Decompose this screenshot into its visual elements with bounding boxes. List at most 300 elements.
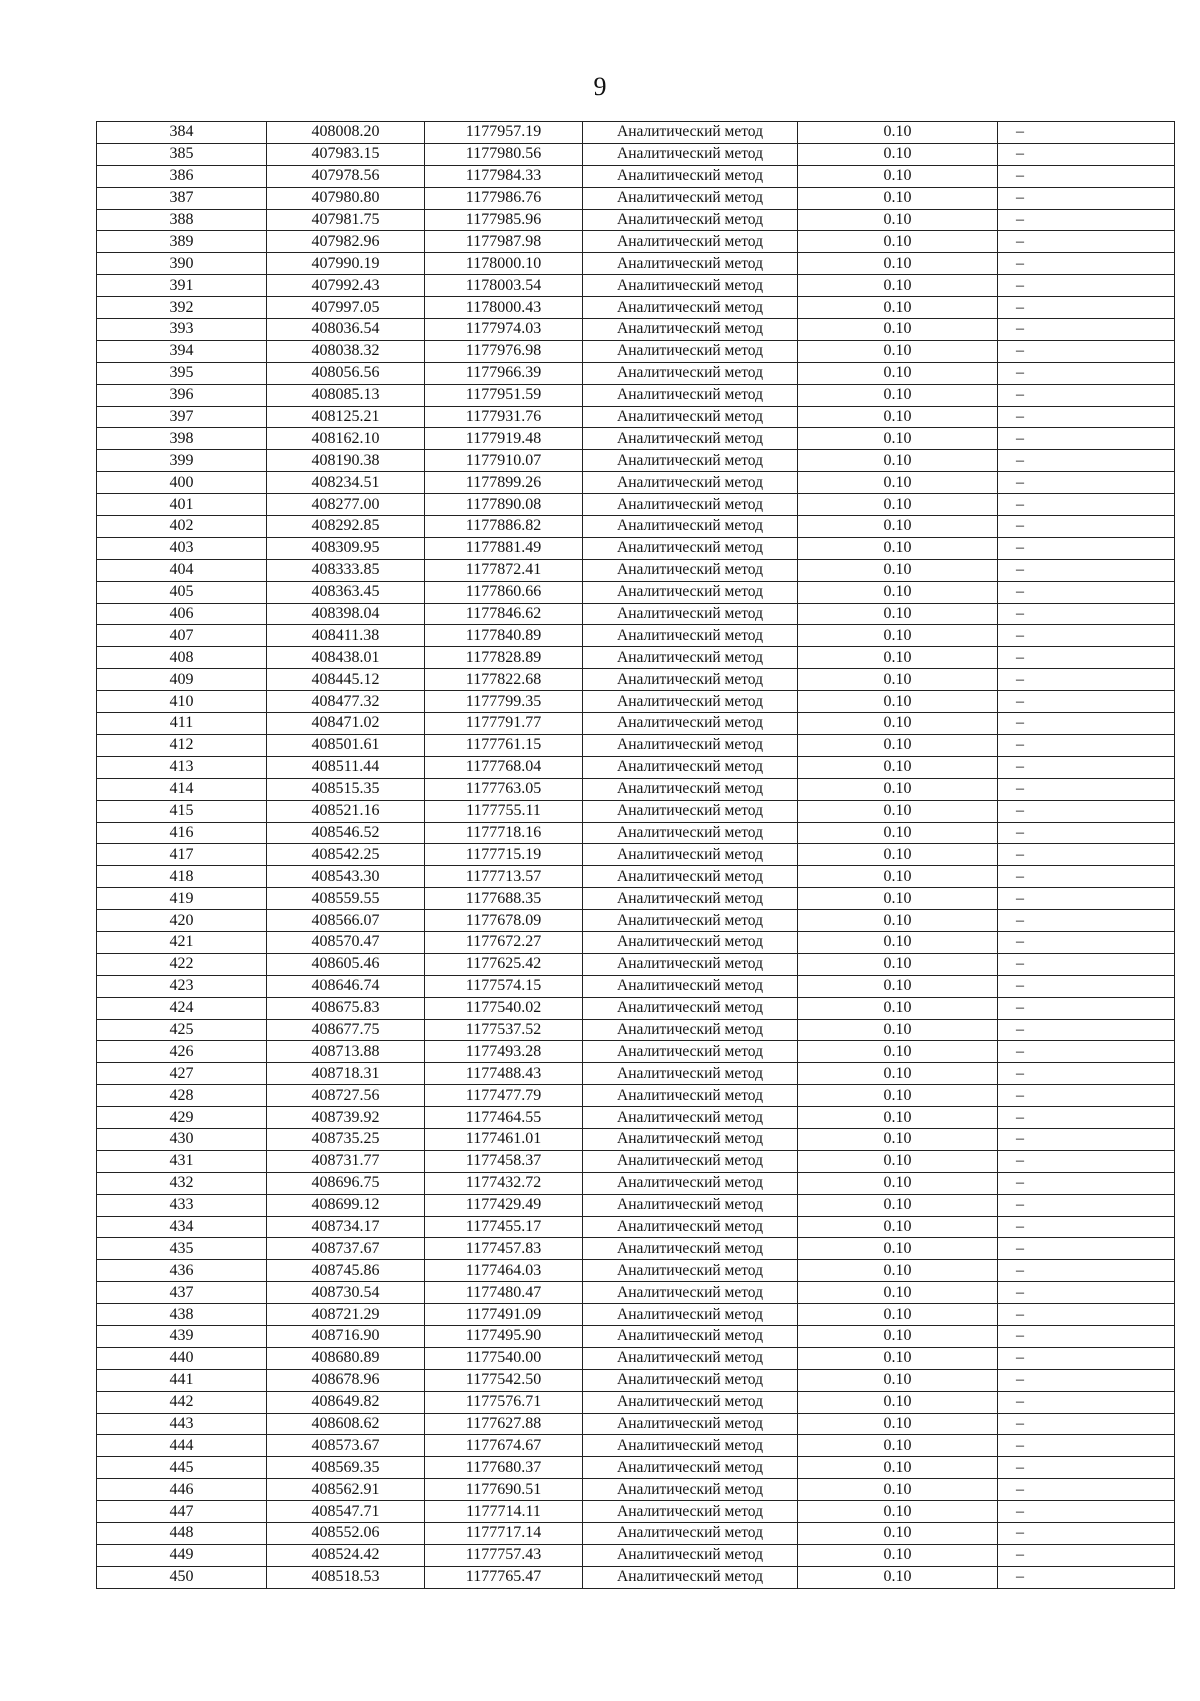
accuracy-cell: 0.10 — [798, 122, 998, 144]
method-cell: Аналитический метод — [583, 209, 798, 231]
method-cell: Аналитический метод — [583, 1457, 798, 1479]
note-cell: – — [998, 297, 1175, 319]
accuracy-cell: 0.10 — [798, 165, 998, 187]
note-cell: – — [998, 319, 1175, 341]
x-coordinate-cell: 407983.15 — [267, 143, 425, 165]
x-coordinate-cell: 408309.95 — [267, 537, 425, 559]
y-coordinate-cell: 1177717.14 — [425, 1523, 583, 1545]
method-cell: Аналитический метод — [583, 472, 798, 494]
y-coordinate-cell: 1177755.11 — [425, 800, 583, 822]
x-coordinate-cell: 408438.01 — [267, 647, 425, 669]
coordinates-table-body — [97, 122, 1175, 1589]
method-cell: Аналитический метод — [583, 691, 798, 713]
note-cell: – — [998, 1501, 1175, 1523]
accuracy-cell: 0.10 — [798, 1107, 998, 1129]
point-number-cell: 423 — [97, 975, 267, 997]
point-number-cell: 427 — [97, 1063, 267, 1085]
point-number-cell: 418 — [97, 866, 267, 888]
note-cell: – — [998, 1172, 1175, 1194]
accuracy-cell: 0.10 — [798, 1019, 998, 1041]
y-coordinate-cell: 1177477.79 — [425, 1085, 583, 1107]
accuracy-cell: 0.10 — [798, 231, 998, 253]
x-coordinate-cell: 407978.56 — [267, 165, 425, 187]
y-coordinate-cell: 1177987.98 — [425, 231, 583, 253]
method-cell: Аналитический метод — [583, 1063, 798, 1085]
method-cell: Аналитический метод — [583, 143, 798, 165]
y-coordinate-cell: 1177714.11 — [425, 1501, 583, 1523]
table-row — [97, 1479, 1175, 1501]
method-cell: Аналитический метод — [583, 800, 798, 822]
accuracy-cell: 0.10 — [798, 691, 998, 713]
method-cell: Аналитический метод — [583, 1019, 798, 1041]
x-coordinate-cell: 408515.35 — [267, 778, 425, 800]
method-cell: Аналитический метод — [583, 734, 798, 756]
method-cell: Аналитический метод — [583, 953, 798, 975]
table-row — [97, 1107, 1175, 1129]
accuracy-cell: 0.10 — [798, 1457, 998, 1479]
table-row — [97, 778, 1175, 800]
point-number-cell: 431 — [97, 1150, 267, 1172]
accuracy-cell: 0.10 — [798, 1501, 998, 1523]
y-coordinate-cell: 1177957.19 — [425, 122, 583, 144]
x-coordinate-cell: 407980.80 — [267, 187, 425, 209]
accuracy-cell: 0.10 — [798, 253, 998, 275]
point-number-cell: 414 — [97, 778, 267, 800]
x-coordinate-cell: 408277.00 — [267, 494, 425, 516]
note-cell: – — [998, 1566, 1175, 1588]
table-row — [97, 406, 1175, 428]
note-cell: – — [998, 953, 1175, 975]
y-coordinate-cell: 1177890.08 — [425, 494, 583, 516]
method-cell: Аналитический метод — [583, 931, 798, 953]
note-cell: – — [998, 822, 1175, 844]
x-coordinate-cell: 407981.75 — [267, 209, 425, 231]
table-row — [97, 756, 1175, 778]
point-number-cell: 420 — [97, 910, 267, 932]
table-row — [97, 275, 1175, 297]
point-number-cell: 436 — [97, 1260, 267, 1282]
accuracy-cell: 0.10 — [798, 472, 998, 494]
table-row — [97, 822, 1175, 844]
y-coordinate-cell: 1177429.49 — [425, 1194, 583, 1216]
y-coordinate-cell: 1177986.76 — [425, 187, 583, 209]
table-row — [97, 1128, 1175, 1150]
table-row — [97, 625, 1175, 647]
y-coordinate-cell: 1177625.42 — [425, 953, 583, 975]
method-cell: Аналитический метод — [583, 1435, 798, 1457]
y-coordinate-cell: 1177488.43 — [425, 1063, 583, 1085]
note-cell: – — [998, 888, 1175, 910]
note-cell: – — [998, 975, 1175, 997]
point-number-cell: 442 — [97, 1391, 267, 1413]
table-row — [97, 428, 1175, 450]
y-coordinate-cell: 1177951.59 — [425, 384, 583, 406]
point-number-cell: 412 — [97, 734, 267, 756]
method-cell: Аналитический метод — [583, 1544, 798, 1566]
table-row — [97, 1019, 1175, 1041]
y-coordinate-cell: 1177542.50 — [425, 1369, 583, 1391]
note-cell: – — [998, 1325, 1175, 1347]
accuracy-cell: 0.10 — [798, 450, 998, 472]
note-cell: – — [998, 559, 1175, 581]
method-cell: Аналитический метод — [583, 1413, 798, 1435]
x-coordinate-cell: 408569.35 — [267, 1457, 425, 1479]
note-cell: – — [998, 537, 1175, 559]
table-row — [97, 1501, 1175, 1523]
method-cell: Аналитический метод — [583, 997, 798, 1019]
y-coordinate-cell: 1177822.68 — [425, 669, 583, 691]
method-cell: Аналитический метод — [583, 253, 798, 275]
note-cell: – — [998, 1107, 1175, 1129]
note-cell: – — [998, 1063, 1175, 1085]
x-coordinate-cell: 408649.82 — [267, 1391, 425, 1413]
table-row — [97, 1041, 1175, 1063]
note-cell: – — [998, 778, 1175, 800]
table-row — [97, 931, 1175, 953]
y-coordinate-cell: 1177919.48 — [425, 428, 583, 450]
point-number-cell: 429 — [97, 1107, 267, 1129]
accuracy-cell: 0.10 — [798, 1523, 998, 1545]
table-row — [97, 1523, 1175, 1545]
x-coordinate-cell: 408398.04 — [267, 603, 425, 625]
note-cell: – — [998, 209, 1175, 231]
note-cell: – — [998, 1457, 1175, 1479]
x-coordinate-cell: 408501.61 — [267, 734, 425, 756]
point-number-cell: 422 — [97, 953, 267, 975]
x-coordinate-cell: 408292.85 — [267, 516, 425, 538]
x-coordinate-cell: 408552.06 — [267, 1523, 425, 1545]
point-number-cell: 387 — [97, 187, 267, 209]
x-coordinate-cell: 408547.71 — [267, 1501, 425, 1523]
point-number-cell: 445 — [97, 1457, 267, 1479]
point-number-cell: 405 — [97, 581, 267, 603]
accuracy-cell: 0.10 — [798, 209, 998, 231]
accuracy-cell: 0.10 — [798, 1566, 998, 1588]
y-coordinate-cell: 1177690.51 — [425, 1479, 583, 1501]
table-row — [97, 1216, 1175, 1238]
note-cell: – — [998, 1216, 1175, 1238]
point-number-cell: 426 — [97, 1041, 267, 1063]
point-number-cell: 386 — [97, 165, 267, 187]
table-row — [97, 1457, 1175, 1479]
accuracy-cell: 0.10 — [798, 516, 998, 538]
accuracy-cell: 0.10 — [798, 647, 998, 669]
x-coordinate-cell: 408056.56 — [267, 362, 425, 384]
table-row — [97, 713, 1175, 735]
y-coordinate-cell: 1177493.28 — [425, 1041, 583, 1063]
note-cell: – — [998, 1194, 1175, 1216]
accuracy-cell: 0.10 — [798, 1479, 998, 1501]
note-cell: – — [998, 384, 1175, 406]
accuracy-cell: 0.10 — [798, 1325, 998, 1347]
x-coordinate-cell: 408734.17 — [267, 1216, 425, 1238]
table-row — [97, 143, 1175, 165]
table-row — [97, 581, 1175, 603]
note-cell: – — [998, 713, 1175, 735]
table-row — [97, 997, 1175, 1019]
point-number-cell: 398 — [97, 428, 267, 450]
x-coordinate-cell: 408411.38 — [267, 625, 425, 647]
y-coordinate-cell: 1177627.88 — [425, 1413, 583, 1435]
accuracy-cell: 0.10 — [798, 1391, 998, 1413]
accuracy-cell: 0.10 — [798, 888, 998, 910]
accuracy-cell: 0.10 — [798, 494, 998, 516]
method-cell: Аналитический метод — [583, 1260, 798, 1282]
method-cell: Аналитический метод — [583, 231, 798, 253]
x-coordinate-cell: 408730.54 — [267, 1282, 425, 1304]
method-cell: Аналитический метод — [583, 1194, 798, 1216]
y-coordinate-cell: 1177464.55 — [425, 1107, 583, 1129]
accuracy-cell: 0.10 — [798, 1150, 998, 1172]
point-number-cell: 406 — [97, 603, 267, 625]
note-cell: – — [998, 122, 1175, 144]
x-coordinate-cell: 408363.45 — [267, 581, 425, 603]
point-number-cell: 411 — [97, 713, 267, 735]
y-coordinate-cell: 1177757.43 — [425, 1544, 583, 1566]
accuracy-cell: 0.10 — [798, 1041, 998, 1063]
y-coordinate-cell: 1177457.83 — [425, 1238, 583, 1260]
note-cell: – — [998, 1041, 1175, 1063]
accuracy-cell: 0.10 — [798, 275, 998, 297]
x-coordinate-cell: 408085.13 — [267, 384, 425, 406]
y-coordinate-cell: 1177910.07 — [425, 450, 583, 472]
point-number-cell: 395 — [97, 362, 267, 384]
point-number-cell: 388 — [97, 209, 267, 231]
point-number-cell: 391 — [97, 275, 267, 297]
method-cell: Аналитический метод — [583, 581, 798, 603]
accuracy-cell: 0.10 — [798, 997, 998, 1019]
table-row — [97, 362, 1175, 384]
x-coordinate-cell: 408162.10 — [267, 428, 425, 450]
accuracy-cell: 0.10 — [798, 1216, 998, 1238]
y-coordinate-cell: 1177768.04 — [425, 756, 583, 778]
x-coordinate-cell: 408680.89 — [267, 1347, 425, 1369]
y-coordinate-cell: 1177860.66 — [425, 581, 583, 603]
note-cell: – — [998, 275, 1175, 297]
x-coordinate-cell: 408234.51 — [267, 472, 425, 494]
y-coordinate-cell: 1177761.15 — [425, 734, 583, 756]
method-cell: Аналитический метод — [583, 1282, 798, 1304]
table-row — [97, 910, 1175, 932]
method-cell: Аналитический метод — [583, 756, 798, 778]
note-cell: – — [998, 143, 1175, 165]
accuracy-cell: 0.10 — [798, 537, 998, 559]
x-coordinate-cell: 408543.30 — [267, 866, 425, 888]
method-cell: Аналитический метод — [583, 384, 798, 406]
method-cell: Аналитический метод — [583, 975, 798, 997]
point-number-cell: 399 — [97, 450, 267, 472]
method-cell: Аналитический метод — [583, 1128, 798, 1150]
note-cell: – — [998, 340, 1175, 362]
accuracy-cell: 0.10 — [798, 975, 998, 997]
method-cell: Аналитический метод — [583, 822, 798, 844]
x-coordinate-cell: 408038.32 — [267, 340, 425, 362]
note-cell: – — [998, 165, 1175, 187]
x-coordinate-cell: 408570.47 — [267, 931, 425, 953]
accuracy-cell: 0.10 — [798, 1128, 998, 1150]
table-row — [97, 1194, 1175, 1216]
accuracy-cell: 0.10 — [798, 1435, 998, 1457]
method-cell: Аналитический метод — [583, 1238, 798, 1260]
note-cell: – — [998, 1347, 1175, 1369]
accuracy-cell: 0.10 — [798, 713, 998, 735]
method-cell: Аналитический метод — [583, 713, 798, 735]
point-number-cell: 409 — [97, 669, 267, 691]
point-number-cell: 408 — [97, 647, 267, 669]
x-coordinate-cell: 408445.12 — [267, 669, 425, 691]
accuracy-cell: 0.10 — [798, 1172, 998, 1194]
table-row — [97, 1325, 1175, 1347]
method-cell: Аналитический метод — [583, 275, 798, 297]
point-number-cell: 404 — [97, 559, 267, 581]
table-row — [97, 559, 1175, 581]
x-coordinate-cell: 408573.67 — [267, 1435, 425, 1457]
x-coordinate-cell: 408608.62 — [267, 1413, 425, 1435]
point-number-cell: 416 — [97, 822, 267, 844]
table-row — [97, 1238, 1175, 1260]
x-coordinate-cell: 408546.52 — [267, 822, 425, 844]
method-cell: Аналитический метод — [583, 1172, 798, 1194]
method-cell: Аналитический метод — [583, 1479, 798, 1501]
method-cell: Аналитический метод — [583, 1085, 798, 1107]
table-row — [97, 165, 1175, 187]
point-number-cell: 394 — [97, 340, 267, 362]
table-row — [97, 1566, 1175, 1588]
point-number-cell: 393 — [97, 319, 267, 341]
table-row — [97, 866, 1175, 888]
note-cell: – — [998, 1150, 1175, 1172]
y-coordinate-cell: 1177881.49 — [425, 537, 583, 559]
x-coordinate-cell: 408737.67 — [267, 1238, 425, 1260]
x-coordinate-cell: 408696.75 — [267, 1172, 425, 1194]
method-cell: Аналитический метод — [583, 406, 798, 428]
x-coordinate-cell: 408477.32 — [267, 691, 425, 713]
y-coordinate-cell: 1177931.76 — [425, 406, 583, 428]
y-coordinate-cell: 1177846.62 — [425, 603, 583, 625]
note-cell: – — [998, 472, 1175, 494]
note-cell: – — [998, 1435, 1175, 1457]
table-row — [97, 122, 1175, 144]
page-number: 9 — [593, 72, 607, 101]
point-number-cell: 437 — [97, 1282, 267, 1304]
method-cell: Аналитический метод — [583, 516, 798, 538]
point-number-cell: 448 — [97, 1523, 267, 1545]
y-coordinate-cell: 1177458.37 — [425, 1150, 583, 1172]
method-cell: Аналитический метод — [583, 1566, 798, 1588]
y-coordinate-cell: 1177672.27 — [425, 931, 583, 953]
accuracy-cell: 0.10 — [798, 297, 998, 319]
accuracy-cell: 0.10 — [798, 581, 998, 603]
point-number-cell: 450 — [97, 1566, 267, 1588]
method-cell: Аналитический метод — [583, 165, 798, 187]
accuracy-cell: 0.10 — [798, 844, 998, 866]
method-cell: Аналитический метод — [583, 559, 798, 581]
table-row — [97, 494, 1175, 516]
table-row — [97, 450, 1175, 472]
note-cell: – — [998, 406, 1175, 428]
table-row — [97, 472, 1175, 494]
y-coordinate-cell: 1177974.03 — [425, 319, 583, 341]
y-coordinate-cell: 1177763.05 — [425, 778, 583, 800]
y-coordinate-cell: 1177480.47 — [425, 1282, 583, 1304]
point-number-cell: 417 — [97, 844, 267, 866]
y-coordinate-cell: 1177791.77 — [425, 713, 583, 735]
x-coordinate-cell: 408731.77 — [267, 1150, 425, 1172]
accuracy-cell: 0.10 — [798, 931, 998, 953]
y-coordinate-cell: 1177678.09 — [425, 910, 583, 932]
note-cell: – — [998, 1260, 1175, 1282]
table-row — [97, 516, 1175, 538]
y-coordinate-cell: 1177886.82 — [425, 516, 583, 538]
accuracy-cell: 0.10 — [798, 1347, 998, 1369]
x-coordinate-cell: 408559.55 — [267, 888, 425, 910]
point-number-cell: 439 — [97, 1325, 267, 1347]
table-row — [97, 319, 1175, 341]
accuracy-cell: 0.10 — [798, 625, 998, 647]
method-cell: Аналитический метод — [583, 1369, 798, 1391]
table-row — [97, 209, 1175, 231]
table-row — [97, 691, 1175, 713]
note-cell: – — [998, 253, 1175, 275]
point-number-cell: 434 — [97, 1216, 267, 1238]
point-number-cell: 424 — [97, 997, 267, 1019]
table-row — [97, 603, 1175, 625]
table-row — [97, 1347, 1175, 1369]
point-number-cell: 444 — [97, 1435, 267, 1457]
note-cell: – — [998, 1238, 1175, 1260]
method-cell: Аналитический метод — [583, 494, 798, 516]
note-cell: – — [998, 187, 1175, 209]
x-coordinate-cell: 408524.42 — [267, 1544, 425, 1566]
y-coordinate-cell: 1177966.39 — [425, 362, 583, 384]
point-number-cell: 432 — [97, 1172, 267, 1194]
accuracy-cell: 0.10 — [798, 559, 998, 581]
accuracy-cell: 0.10 — [798, 1413, 998, 1435]
note-cell: – — [998, 1085, 1175, 1107]
table-row — [97, 340, 1175, 362]
method-cell: Аналитический метод — [583, 1041, 798, 1063]
method-cell: Аналитический метод — [583, 122, 798, 144]
y-coordinate-cell: 1177574.15 — [425, 975, 583, 997]
y-coordinate-cell: 1177765.47 — [425, 1566, 583, 1588]
x-coordinate-cell: 408542.25 — [267, 844, 425, 866]
note-cell: – — [998, 231, 1175, 253]
method-cell: Аналитический метод — [583, 450, 798, 472]
method-cell: Аналитический метод — [583, 362, 798, 384]
method-cell: Аналитический метод — [583, 340, 798, 362]
note-cell: – — [998, 1523, 1175, 1545]
point-number-cell: 447 — [97, 1501, 267, 1523]
point-number-cell: 443 — [97, 1413, 267, 1435]
point-number-cell: 430 — [97, 1128, 267, 1150]
x-coordinate-cell: 407997.05 — [267, 297, 425, 319]
y-coordinate-cell: 1177799.35 — [425, 691, 583, 713]
note-cell: – — [998, 734, 1175, 756]
accuracy-cell: 0.10 — [798, 1369, 998, 1391]
table-row — [97, 1085, 1175, 1107]
x-coordinate-cell: 408678.96 — [267, 1369, 425, 1391]
x-coordinate-cell: 408521.16 — [267, 800, 425, 822]
x-coordinate-cell: 407990.19 — [267, 253, 425, 275]
y-coordinate-cell: 1177984.33 — [425, 165, 583, 187]
point-number-cell: 389 — [97, 231, 267, 253]
table-row — [97, 1544, 1175, 1566]
method-cell: Аналитический метод — [583, 1107, 798, 1129]
method-cell: Аналитический метод — [583, 1325, 798, 1347]
point-number-cell: 433 — [97, 1194, 267, 1216]
accuracy-cell: 0.10 — [798, 187, 998, 209]
table-row — [97, 1260, 1175, 1282]
